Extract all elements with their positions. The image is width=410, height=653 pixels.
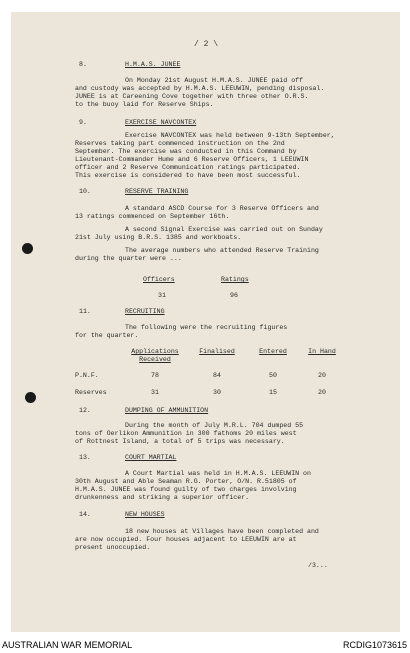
section-body: A Court Martial was held in H.M.A.S. LEEUWIN on 30th August and Able Seaman R.G. Porter, O/N. R.51805 of H.M.A.S. JUNEE was found guilty of two charges involving drunkenness and striking a superior officer. xyxy=(75,470,311,501)
punch-hole-bottom xyxy=(25,392,36,403)
section-heading: EXERCISE NAVCONTEX xyxy=(125,119,197,126)
recruiting-cell: 20 xyxy=(318,372,326,379)
section-heading: RECRUITING xyxy=(125,308,165,315)
footer-source: AUSTRALIAN WAR MEMORIAL xyxy=(2,640,133,650)
section-body: The following were the recruiting figures for the quarter. xyxy=(75,324,288,339)
attendance-header-officers: Officers xyxy=(143,276,175,283)
recruiting-cell: 15 xyxy=(269,389,277,396)
document-page xyxy=(11,12,400,632)
section-body: Exercise NAVCONTEX was held between 9-13th September, Reserves taking part commenced instruction on the 2nd September. The exercise was conducted in this Command by Lieutenant-Commander Hume and 6 Reserve Officers, 1 LEEUWIN officer and 2 Reserve Communication ratings participated. This exercise is considered to have been most successful. xyxy=(75,132,335,179)
section-body: A second Signal Exercise was carried out on Sunday 21st July using B.R.S. 1385 and workboats. xyxy=(75,226,323,241)
section-body: The average numbers who attended Reserve Training during the quarter were ... xyxy=(75,247,319,262)
recruiting-cell: 78 xyxy=(151,372,159,379)
section-heading: NEW HOUSES xyxy=(125,511,165,518)
recruiting-header: Entered xyxy=(259,348,287,355)
attendance-header-ratings: Ratings xyxy=(221,276,249,283)
recruiting-header: In Hand xyxy=(308,348,336,355)
recruiting-header: Applications Received xyxy=(131,348,179,363)
section-heading: DUMPING OF AMMUNITION xyxy=(125,407,209,414)
continuation-mark: /3... xyxy=(308,562,328,569)
section-heading: RESERVE TRAINING xyxy=(125,188,189,195)
recruiting-header: Finalised xyxy=(199,348,235,355)
recruiting-cell: 50 xyxy=(269,372,277,379)
section-body: A standard ASCD Course for 3 Reserve Officers and 13 ratings commenced on September 16th. xyxy=(75,205,319,220)
section-body: 18 new houses at Villages have been completed and are now occupied. Four houses adjacent to LEEUWIN are at present unoccupied. xyxy=(75,528,319,551)
recruiting-cell: 31 xyxy=(151,389,159,396)
section-number: 9. xyxy=(79,119,87,126)
attendance-officers-value: 31 xyxy=(158,292,166,299)
recruiting-cell: 84 xyxy=(213,372,221,379)
section-body: On Monday 21st August H.M.A.S. JUNEE paid off and custody was accepted by H.M.A.S. LEEUWIN, pending disposal. JUNEE is at Careening Cove together with three other O.R.S. to the buoy laid for Reserve Ships. xyxy=(75,77,325,108)
section-heading: COURT MARTIAL xyxy=(125,454,177,461)
recruiting-row-label: Reserves xyxy=(75,389,107,396)
footer-record-id: RCDIG1073615 xyxy=(342,640,407,650)
page-mark: / 2 \ xyxy=(194,40,219,49)
attendance-ratings-value: 96 xyxy=(230,292,238,299)
footer-bar xyxy=(0,638,410,653)
section-number: 11. xyxy=(79,308,91,315)
section-number: 12. xyxy=(79,407,91,414)
section-number: 13. xyxy=(79,454,91,461)
section-body: During the month of July M.R.L. 704 dumped 55 tons of Oerlikon Ammunition in 300 fathoms 20 miles west of Rottnest Island, a total of 5 trips was necessary. xyxy=(75,422,304,445)
section-number: 8. xyxy=(79,61,87,68)
recruiting-cell: 30 xyxy=(213,389,221,396)
recruiting-cell: 20 xyxy=(318,389,326,396)
punch-hole-top xyxy=(22,243,33,254)
section-number: 10. xyxy=(79,188,91,195)
section-number: 14. xyxy=(79,511,91,518)
recruiting-row-label: P.N.F. xyxy=(75,372,99,379)
section-heading: H.M.A.S. JUNEE xyxy=(125,61,181,68)
